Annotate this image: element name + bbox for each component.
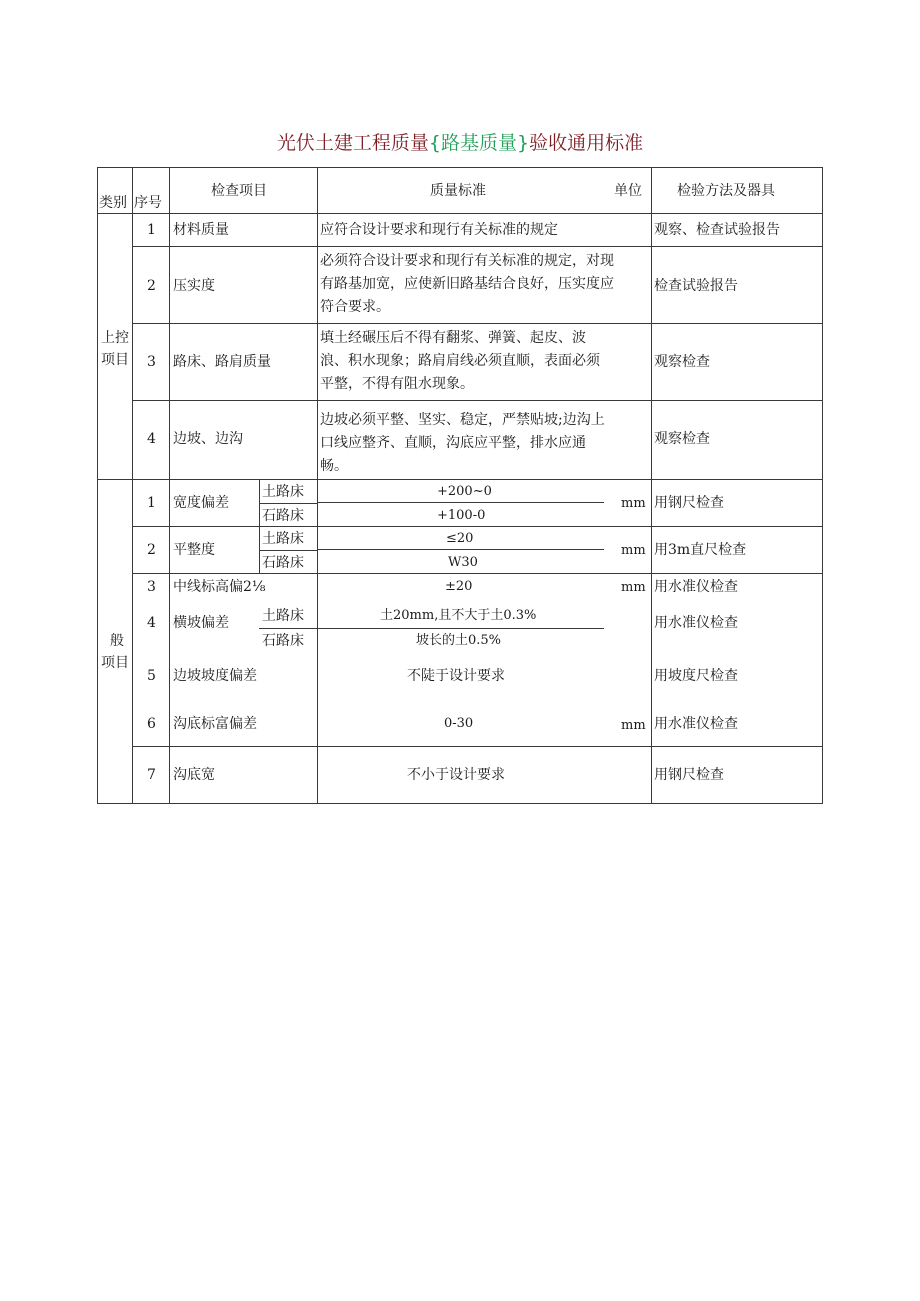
row-line (132, 526, 823, 527)
subitem-cell: 石路床 (262, 508, 304, 524)
item-cell: 平整度 (173, 542, 215, 558)
title-part-1: 光伏土建工程质量 (276, 132, 429, 154)
standard-cell: 不陡于设计要求 (407, 668, 505, 684)
title-part-2: {路基质量} (428, 132, 530, 154)
header-method: 检验方法及器具 (677, 183, 775, 199)
unit-cell: mm (621, 496, 646, 511)
standard-cell: 边坡必须平整、坚实、稳定，严禁贴坡;边沟上口线应整齐、直顺，沟底应平整，排水应通畅。 (320, 412, 605, 474)
sub-row-line (259, 550, 317, 551)
unit-cell: mm (621, 543, 646, 558)
method-cell: 用钢尺检查 (654, 767, 724, 783)
category-main-control-line1: 上控 (101, 330, 129, 346)
item-cell: 边坡坡度偏差 (173, 668, 257, 684)
seq-cell: 2 (147, 542, 156, 558)
item-cell: 压实度 (173, 278, 215, 294)
category-general-line2: 项目 (101, 655, 129, 671)
method-cell: 用水准仪检查 (654, 615, 738, 631)
item-cell: 横坡偏差 (173, 615, 229, 631)
row-line (132, 400, 823, 401)
seq-cell: 1 (147, 222, 156, 238)
category-main-control-line2: 项目 (101, 352, 129, 368)
table-border-left (97, 167, 98, 804)
seq-cell: 1 (147, 495, 156, 511)
table-border-right (822, 167, 823, 804)
method-cell: 用钢尺检查 (654, 495, 724, 511)
subitem-cell: 土路床 (262, 531, 304, 547)
method-cell: 用水准仪检查 (654, 579, 738, 595)
unit-cell: mm (621, 580, 646, 595)
standard-cell: W30 (448, 555, 478, 570)
header-category: 类别 (99, 195, 127, 211)
method-cell: 观察检查 (654, 354, 710, 370)
header-unit: 单位 (614, 183, 642, 199)
col-divider-category (132, 167, 133, 804)
item-cell: 材料质量 (173, 222, 229, 238)
method-cell: 用3m直尺检查 (654, 542, 747, 558)
seq-cell: 3 (147, 354, 156, 370)
header-standard: 质量标准 (430, 183, 486, 199)
table-border-bottom (97, 803, 823, 804)
seq-cell: 5 (147, 668, 156, 684)
sub-row-line (317, 502, 604, 503)
seq-cell: 4 (147, 431, 156, 447)
header-item: 检查项目 (211, 183, 267, 199)
standard-cell: +100-0 (437, 508, 486, 523)
col-divider-seq (169, 167, 170, 804)
item-cell: 边坡、边沟 (173, 431, 243, 447)
item-cell: 沟底标富偏差 (173, 716, 257, 732)
method-cell: 观察、检查试验报告 (654, 222, 780, 238)
seq-cell: 4 (147, 615, 156, 631)
seq-cell: 6 (147, 716, 156, 732)
category-general-line1: 般 (110, 633, 124, 649)
unit-cell: mm (621, 718, 646, 733)
subitem-cell: 土路床 (262, 608, 304, 624)
standard-cell: 0-30 (444, 716, 474, 731)
col-divider-item (317, 167, 318, 804)
standard-cell: 必须符合设计要求和现行有关标准的规定，对现有路基加宽，应使新旧路基结合良好，压实度应符合要求。 (320, 253, 614, 315)
seq-cell: 3 (147, 579, 156, 595)
sub-row-line (259, 503, 317, 504)
item-cell: 沟底宽 (173, 767, 215, 783)
method-cell: 观察检查 (654, 431, 710, 447)
method-cell: 用坡度尺检查 (654, 668, 738, 684)
sub-row-line (317, 549, 604, 550)
standard-cell: +200~0 (437, 484, 492, 499)
col-divider-standard (651, 167, 652, 804)
page-title (0, 128, 920, 155)
header-seq: 序号 (134, 195, 162, 211)
standard-cell: 应符合设计要求和现行有关标准的规定 (320, 222, 558, 238)
sub-row-line (259, 628, 604, 629)
section-divider-line (97, 479, 823, 480)
header-bottom-line (97, 213, 823, 214)
row-line (132, 573, 823, 574)
method-cell: 用水准仪检查 (654, 716, 738, 732)
item-cell: 中线标高偏2⅛ (173, 579, 266, 595)
standard-cell: ±20 (445, 579, 473, 594)
subitem-cell: 石路床 (262, 555, 304, 571)
method-cell: 检查试验报告 (654, 278, 738, 294)
title-part-3: 验收通用标准 (529, 132, 644, 154)
row-line (132, 323, 823, 324)
row-line (132, 746, 823, 747)
seq-cell: 2 (147, 278, 156, 294)
table-border-top (97, 167, 823, 168)
standard-cell: ≤20 (446, 531, 474, 546)
seq-cell: 7 (147, 767, 156, 783)
standard-cell: 填土经碾压后不得有翻浆、弹簧、起皮、波浪、积水现象；路肩肩线必须直顺，表面必须平整，不得有阻水现象。 (320, 330, 600, 392)
standard-cell: 不小于设计要求 (407, 767, 505, 783)
row-line (132, 246, 823, 247)
subitem-cell: 土路床 (262, 484, 304, 500)
item-cell: 路床、路肩质量 (173, 354, 271, 370)
standard-cell: 坡长的土0.5% (416, 633, 502, 648)
subitem-cell: 石路床 (262, 633, 304, 649)
item-cell: 宽度偏差 (173, 495, 229, 511)
standard-cell: 土20mm,且不大于土0.3% (380, 608, 537, 623)
